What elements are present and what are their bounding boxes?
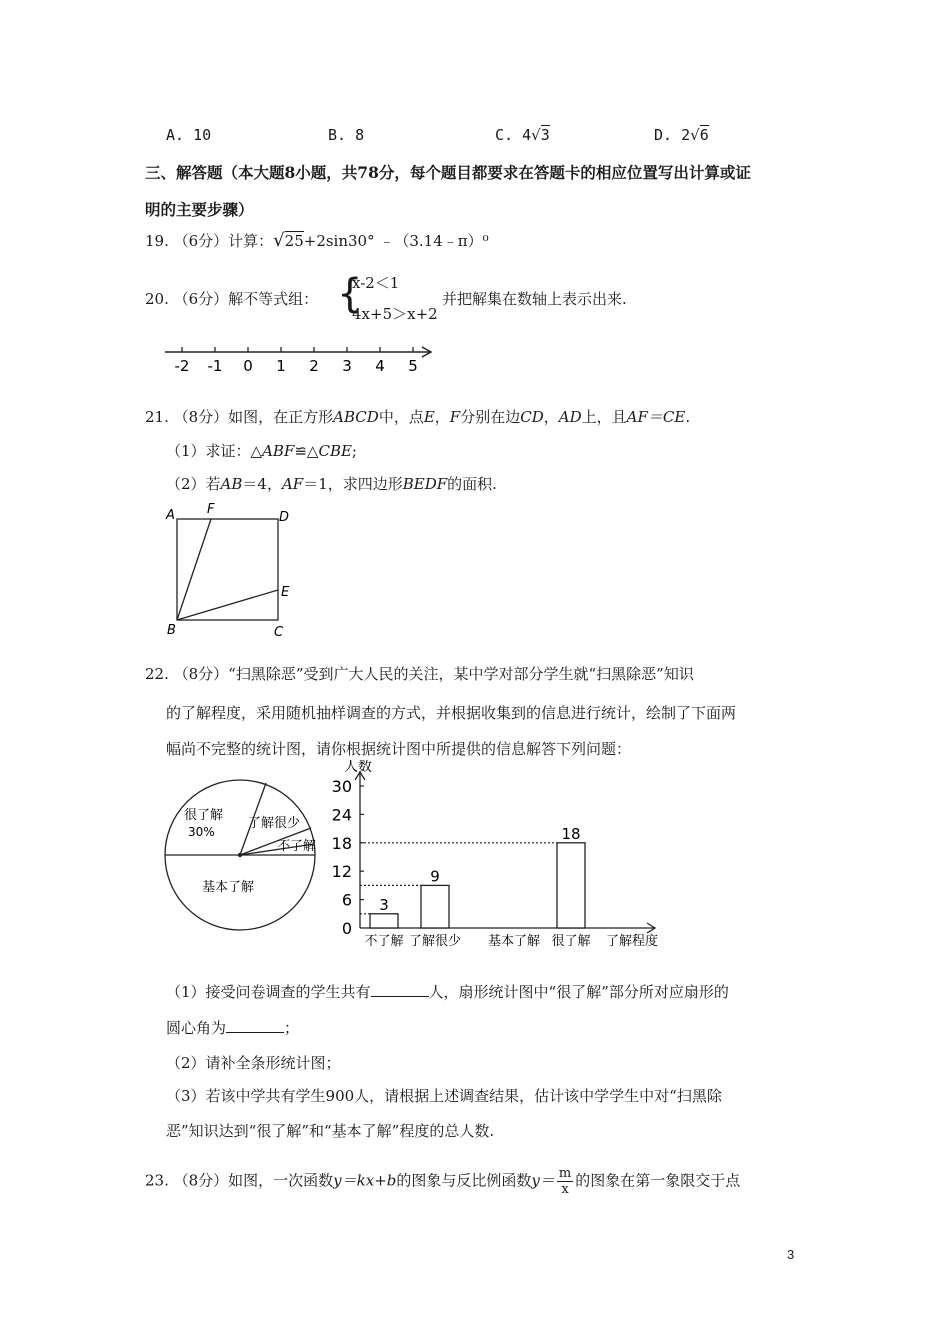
section-heading-cont: 明的主要步骤） [145, 200, 254, 219]
label-c: C [274, 625, 284, 640]
x-category-label: 很了解 [551, 934, 591, 949]
bar [421, 885, 449, 928]
q21-stem: 21. （8分）如图，在正方形ABCD中，点E，F分别在边CD，AD上，且AF＝CE. [145, 408, 691, 426]
number-line [160, 340, 440, 380]
number-line-label: 3 [342, 357, 352, 375]
bar [557, 843, 585, 928]
pie-label-none: 不了解 [277, 839, 317, 854]
pie-label-little: 了解很少 [248, 816, 301, 831]
x-category-label: 了解很少 [408, 934, 462, 949]
segment-bf [177, 519, 211, 620]
q22-line2: 的了解程度，采用随机抽样调查的方式，并根据收集到的信息进行统计，绘制了下面两 [166, 704, 737, 722]
bar-value-label: 9 [430, 867, 440, 886]
bar-value-label: 3 [379, 895, 389, 914]
bar [370, 914, 398, 928]
answer-blank-angle[interactable] [226, 1018, 284, 1033]
number-line-label: -1 [207, 357, 223, 375]
q20-suffix: 并把解集在数轴上表示出来. [442, 290, 627, 308]
number-line-label: -2 [174, 357, 190, 375]
y-tick-label: 24 [331, 805, 352, 825]
number-line-label: 1 [276, 357, 286, 375]
x-category-label: 不了解 [364, 934, 404, 949]
pie-chart [160, 774, 325, 939]
q22-part3: （3）若该中学共有学生900人，请根据上述调查结果，估计该中学学生中对“扫黑除 [166, 1087, 722, 1105]
number-line-label: 4 [375, 357, 385, 375]
q22-part3-cont: 恶”知识达到“很了解”和“基本了解”程度的总人数. [166, 1122, 495, 1140]
inequality-1: x-2＜1 [352, 274, 400, 292]
option-b: B. 8 [328, 126, 365, 144]
bar-chart [330, 760, 670, 952]
bar-value-label: 18 [561, 824, 581, 843]
label-d: D [279, 510, 290, 525]
q21-part2: （2）若AB＝4，AF＝1，求四边形BEDF的面积. [166, 475, 497, 493]
q23: 23. （8分）如图，一次函数y＝kx+b的图象与反比例函数y＝ $\frac{m}{x}$ 的图象在第一象限交于点 [145, 1166, 741, 1197]
q22-line3: 幅尚不完整的统计图，请你根据统计图中所提供的信息解答下列问题： [166, 740, 632, 758]
label-a: A [166, 508, 175, 523]
y-axis-label: 人数 [344, 760, 372, 775]
label-e: E [281, 585, 290, 600]
q22-part1: （1）接受问卷调查的学生共有 人，扇形统计图中“很了解”部分所对应扇形的 [166, 983, 729, 1001]
number-line-label: 0 [243, 357, 253, 375]
pie-label-very: 很了解 [184, 808, 224, 823]
option-c: C. 4√3 [495, 126, 550, 144]
y-tick-label: 18 [331, 833, 352, 853]
square-figure [160, 498, 310, 643]
q22-part2: （2）请补全条形统计图； [166, 1054, 341, 1072]
label-b: B [167, 623, 176, 638]
number-line-label: 5 [408, 357, 418, 375]
y-tick-label: 6 [341, 890, 352, 910]
number-line-label: 2 [309, 357, 319, 375]
option-d: D. 2√6 [654, 126, 709, 144]
page-number: 3 [787, 1247, 795, 1262]
segment-be [177, 590, 278, 620]
q19: 19. （6分）计算：√25+2sin30° ﹣（3.14﹣π）⁰ [145, 230, 489, 251]
brace: { [337, 271, 363, 317]
y-tick-label: 30 [331, 777, 352, 796]
x-category-label: 基本了解 [487, 934, 541, 949]
q22-line1: 22. （8分）“扫黑除恶”受到广大人民的关注，某中学对部分学生就“扫黑除恶”知识 [145, 665, 694, 683]
y-tick-label: 0 [341, 919, 352, 938]
pie-label-basic: 基本了解 [202, 880, 255, 895]
inequality-2: 4x+5＞x+2 [352, 305, 438, 323]
pie-label-very-pct: 30% [188, 825, 215, 839]
section-heading: 三、解答题（本大题8小题，共78分，每个题目都要求在答题卡的相应位置写出计算或证 [145, 163, 751, 182]
option-a: A. 10 [166, 126, 212, 144]
q20-prefix: 20. （6分）解不等式组： [145, 290, 319, 308]
x-axis-label: 了解程度 [605, 934, 658, 949]
label-f: F [207, 502, 215, 517]
y-tick-label: 12 [331, 862, 352, 882]
answer-blank-total[interactable] [371, 982, 429, 997]
q21-part1: （1）求证：△ABF≌△CBE; [166, 442, 357, 460]
q22-part1-cont: 圆心角为 ； [166, 1019, 300, 1037]
